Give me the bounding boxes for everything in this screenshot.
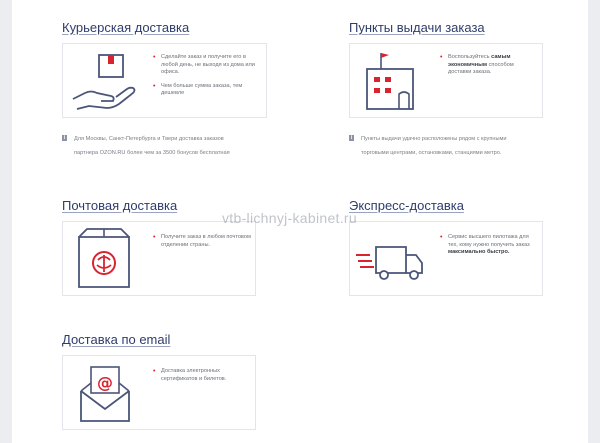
express-bullet-1 [440,234,538,257]
pickup-bullet-bold: самым экономичным [448,54,511,68]
info-icon: i [350,135,353,141]
courier-card [62,43,267,118]
email-title[interactable]: Доставка по email [62,332,171,347]
pickup-bullet-1 [440,54,538,77]
express-card [349,221,543,296]
express-bullet-prefix: Сервис высшего пилотажа для тех, кому нужно получить заказ [448,234,530,248]
courier-note-line-1: Для Москвы, Санкт-Петербурга и Твери доставка заказов [74,136,224,142]
express-bullet-bold: максимально быстро. [448,249,510,256]
pickup-title[interactable]: Пункты выдачи заказа [349,20,485,35]
pickup-bullet-prefix: Воспользуйтесь [448,54,492,60]
email-envelope-icon [67,361,143,425]
pickup-building-icon [354,49,430,113]
courier-note-line-2: партнера OZON.RU более чем за 3500 бонусов бесплатная [74,149,230,156]
pickup-note-line-2: торговыми центрами, остановками, станциями метро. [361,149,502,156]
hand-with-package-icon [67,49,143,113]
pickup-note-line-1: Пункты выдачи удачно расположены рядом с крупными [361,136,507,142]
pickup-card [349,43,543,118]
svg-text:@: @ [97,373,113,392]
courier-bullet-2: • Чем больше сумма заказа, тем дешевле [153,83,261,98]
post-bullet-1: • Получите заказ в любом почтовом отделении страны. [153,234,251,249]
express-title[interactable]: Экспресс-доставка [349,198,464,213]
pickup-note [349,133,577,160]
page [12,0,588,443]
post-title[interactable]: Почтовая доставка [62,198,178,213]
post-card [62,221,256,296]
courier-note [62,133,277,160]
pickup-bullet-suffix: способом доставки заказа. [448,61,514,76]
email-bullet-1: • Доставка электронных сертификатов и билетов. [153,368,251,383]
email-card [62,355,256,430]
info-icon: i [63,135,66,141]
courier-bullet-1: • Сделайте заказ и получите его в любой день, не выходя из дома или офиса. [153,54,261,77]
watermark: vtb-lichnyj-kabinet.ru [222,210,357,226]
parcel-box-icon [67,227,143,291]
delivery-truck-icon [354,227,430,291]
courier-title[interactable]: Курьерская доставка [62,20,190,35]
